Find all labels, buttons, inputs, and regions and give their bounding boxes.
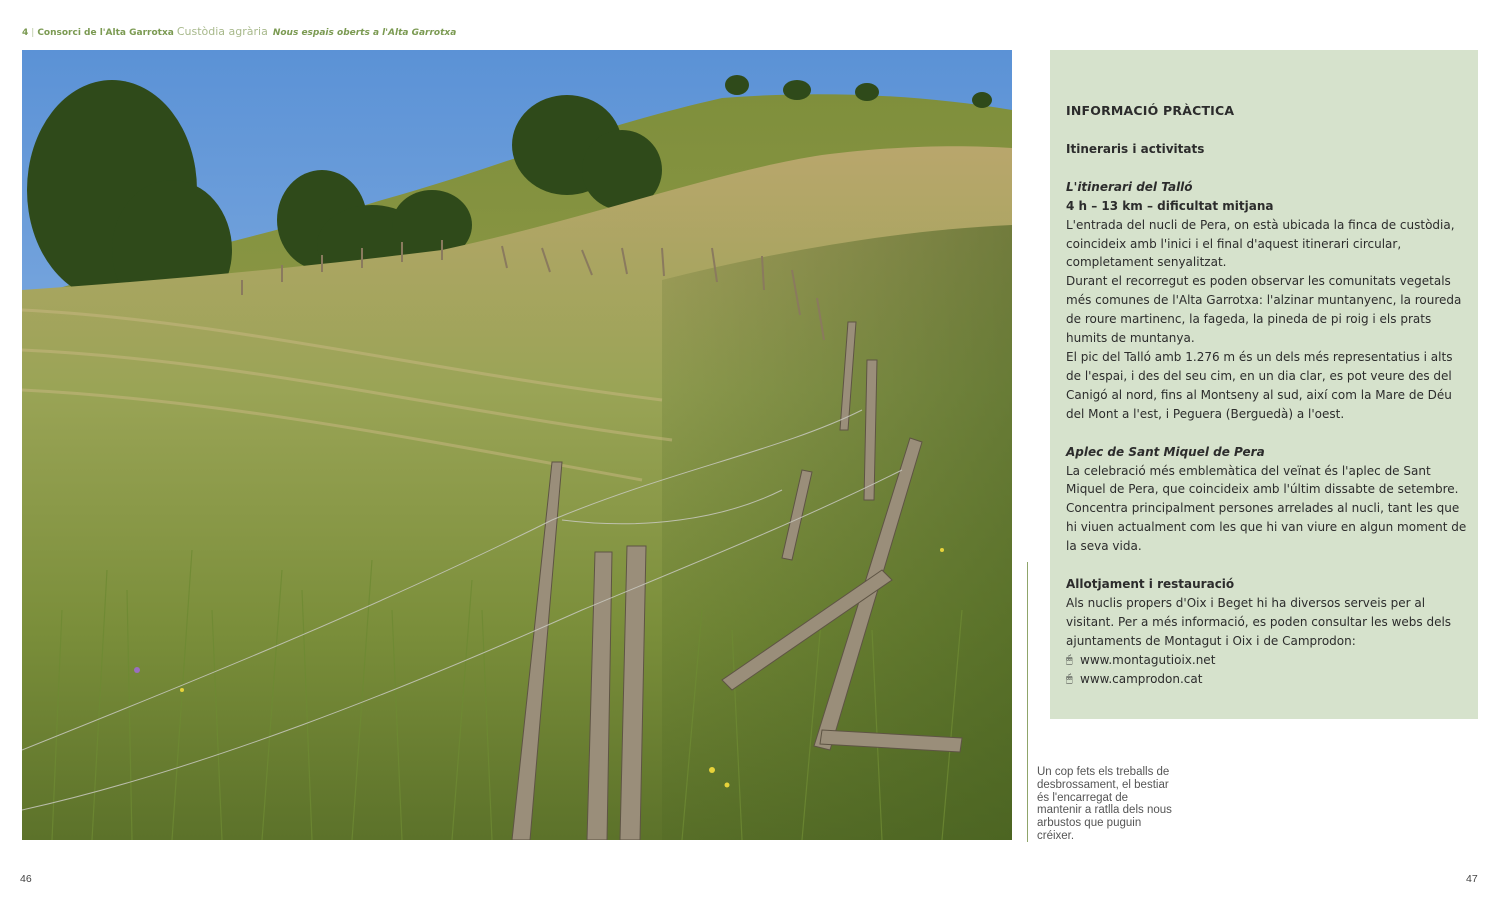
practical-info-panel: [1050, 50, 1478, 719]
caption-rule: [1027, 562, 1028, 842]
landscape-photo: [22, 50, 1012, 840]
itinerary-title: L'itinerari del Talló: [1066, 179, 1193, 194]
itinerary-paragraph: El pic del Talló amb 1.276 m és un dels més representatius i alts de l'espai, i des del seu cim, en un dia clar, es pot veure des del Canigó al nord, fins al Montseny al sud, així com la Mare de Déu del Mont a l'est, i Peguera (Berguedà) a l'oest.: [1066, 349, 1453, 421]
mouse-icon: 🖱: [1066, 652, 1073, 666]
itinerary-paragraph: L'entrada del nucli de Pera, on està ubicada la finca de custòdia, coincideix amb l'inici i el final d'aquest itinerari circular, completament senyalitzat.: [1066, 217, 1455, 270]
mouse-icon: 🖱: [1066, 671, 1073, 685]
photo-caption: Un cop fets els treballs de desbrossament, el bestiar és l'encarregat de mantenir a ratlla dels nous arbustos que puguin créixer.: [1037, 766, 1172, 842]
link-text[interactable]: www.camprodon.cat: [1080, 671, 1203, 686]
header-organization: Consorci de l'Alta Garrotxa: [37, 28, 174, 38]
page-number-left: 46: [20, 873, 32, 885]
info-heading: INFORMACIÓ PRÀCTICA: [1066, 103, 1235, 118]
lodging-text: Als nuclis propers d'Oix i Beget hi ha diversos serveis per al visitant. Per a més informació, es poden consultar les webs dels ajuntaments de Montagut i Oix i de Camprodon:: [1066, 595, 1452, 648]
lodging-title: Allotjament i restauració: [1066, 577, 1235, 592]
lodging-block: [1066, 575, 1471, 688]
header-series: Custòdia agrària: [176, 25, 268, 38]
running-header: [22, 25, 456, 38]
page-number-right: 47: [1466, 873, 1478, 885]
itinerary-block: [1066, 178, 1471, 424]
aplec-block: [1066, 443, 1471, 556]
aplec-text: La celebració més emblemàtica del veïnat és l'aplec de Sant Miquel de Pera, que coincideix amb l'últim dissabte de setembre. Concentra principalment persones arrelades al nucli, tant les que hi viuen actualment com les que hi van viure en algun moment de la seva vida.: [1066, 463, 1467, 554]
link-camprodon[interactable]: [1066, 670, 1471, 689]
itinerary-paragraph: Durant el recorregut es poden observar les comunitats vegetals més comunes de l'Alta Garrotxa: l'alzinar muntanyenc, la roureda de roure martinenc, la fageda, la pineda de pi roig i els prats humits de muntanya.: [1066, 274, 1462, 346]
section-title: Itineraris i activitats: [1066, 141, 1205, 156]
header-separator: |: [31, 28, 35, 38]
link-montagut[interactable]: [1066, 651, 1471, 670]
itinerary-difficulty: 4 h – 13 km – dificultat mitjana: [1066, 198, 1274, 213]
header-title: Nous espais oberts a l'Alta Garrotxa: [272, 28, 457, 38]
aplec-title: Aplec de Sant Miquel de Pera: [1066, 444, 1265, 459]
header-page-number: 4: [22, 28, 29, 38]
link-text[interactable]: www.montagutioix.net: [1080, 652, 1216, 667]
